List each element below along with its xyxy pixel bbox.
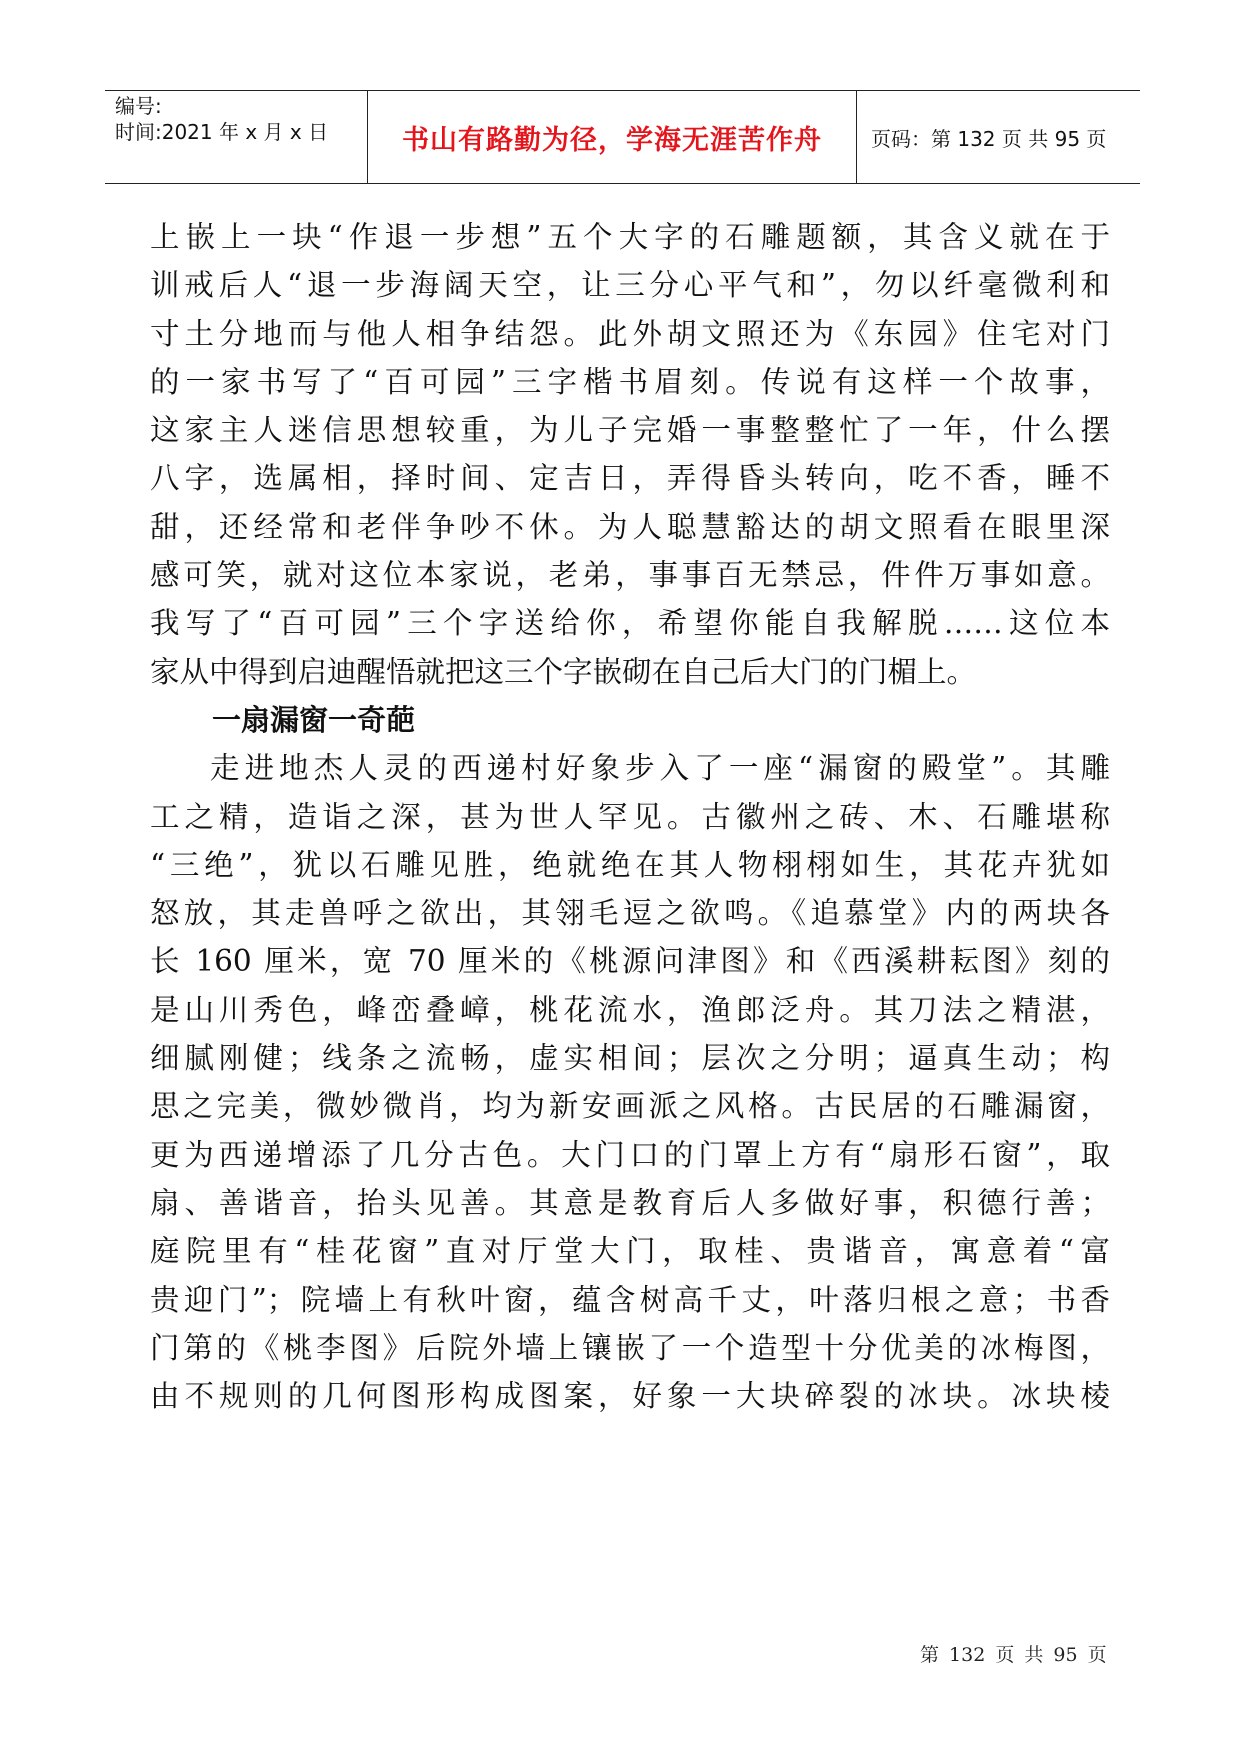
paragraph-line: 思之完美，微妙微肖，均为新安画派之风格。古民居的石雕漏窗， [150, 1089, 1110, 1124]
paragraph-line: 寸土分地而与他人相争结怨。此外胡文照还为《东园》住宅对门 [150, 316, 1110, 351]
header-page-cell [857, 91, 1140, 183]
paragraph-line: 甜，还经常和老伴争吵不休。为人聪慧豁达的胡文照看在眼里深 [150, 509, 1110, 544]
paragraph-line: 怒放，其走兽呼之欲出，其翎毛逗之欲鸣。《追慕堂》内的两块各 [150, 896, 1110, 931]
header-motto: 书山有路勤为径，学海无涯苦作舟 [402, 124, 822, 156]
paragraph-line: 我写了“百可园”三个字送给你，希望你能自我解脱……这位本 [150, 606, 1110, 641]
paragraph-line: 贵迎门”；院墙上有秋叶窗，蕴含树高千丈，叶落归根之意；书香 [150, 1282, 1110, 1317]
paragraph-line: 家从中得到启迪醒悟就把这三个字嵌砌在自己后大门的门楣上。 [150, 654, 977, 689]
page-header [105, 90, 1140, 184]
paragraph-line: 门第的《桃李图》后院外墙上镶嵌了一个造型十分优美的冰梅图， [150, 1330, 1110, 1365]
document-time-label: 时间:2021 年 x 月 x 日 [115, 120, 329, 144]
paragraph-line: 由不规则的几何图形构成图案，好象一大块碎裂的冰块。冰块棱 [150, 1379, 1110, 1414]
paragraph-line: “三绝”，犹以石雕见胜，绝就绝在其人物栩栩如生，其花卉犹如 [150, 847, 1110, 882]
paragraph-line: 走进地杰人灵的西递村好象步入了一座“漏窗的殿堂”。其雕 [210, 751, 1110, 786]
paragraph-line: 工之精，造诣之深，甚为世人罕见。古徽州之砖、木、石雕堪称 [150, 799, 1110, 834]
paragraph-line: 长 160 厘米，宽 70 厘米的《桃源问津图》和《西溪耕耘图》刻的 [150, 944, 1110, 979]
paragraph-line: 更为西递增添了几分古色。大门口的门罩上方有“扇形石窗”，取 [150, 1137, 1110, 1172]
paragraph-line: 八字，选属相，择时间、定吉日，弄得昏头转向，吃不香，睡不 [150, 461, 1110, 496]
paragraph-line: 这家主人迷信思想较重，为儿子完婚一事整整忙了一年，什么摆 [150, 413, 1110, 448]
paragraph-line: 细腻刚健；线条之流畅，虚实相间；层次之分明；逼真生动；构 [150, 1041, 1110, 1076]
paragraph-line: 训戒后人“退一步海阔天空，让三分心平气和”，勿以纤毫微利和 [150, 268, 1110, 303]
paragraph-line: 是山川秀色，峰峦叠嶂，桃花流水，渔郎泛舟。其刀法之精湛， [150, 992, 1110, 1027]
paragraph-line: 扇、善谐音，抬头见善。其意是教育后人多做好事，积德行善； [150, 1185, 1110, 1220]
header-motto-cell [368, 91, 857, 183]
header-page-info: 页码：第 132 页 共 95 页 [871, 126, 1107, 151]
page-footer: 第 132 页 共 95 页 [920, 1644, 1107, 1666]
paragraph-line: 庭院里有“桂花窗”直对厅堂大门，取桂、贵谐音，寓意着“富 [150, 1234, 1110, 1269]
paragraph-line: 的一家书写了“百可园”三字楷书眉刻。传说有这样一个故事， [150, 364, 1110, 399]
paragraph-line: 感可笑，就对这位本家说，老弟，事事百无禁忌，件件万事如意。 [150, 558, 1110, 593]
header-meta-cell [105, 91, 368, 183]
paragraph-line: 上嵌上一块“作退一步想”五个大字的石雕题额，其含义就在于 [150, 220, 1110, 254]
section-heading: 一扇漏窗一奇葩 [212, 702, 416, 737]
body-text [150, 213, 1110, 1420]
document-number-label: 编号: [115, 94, 162, 118]
